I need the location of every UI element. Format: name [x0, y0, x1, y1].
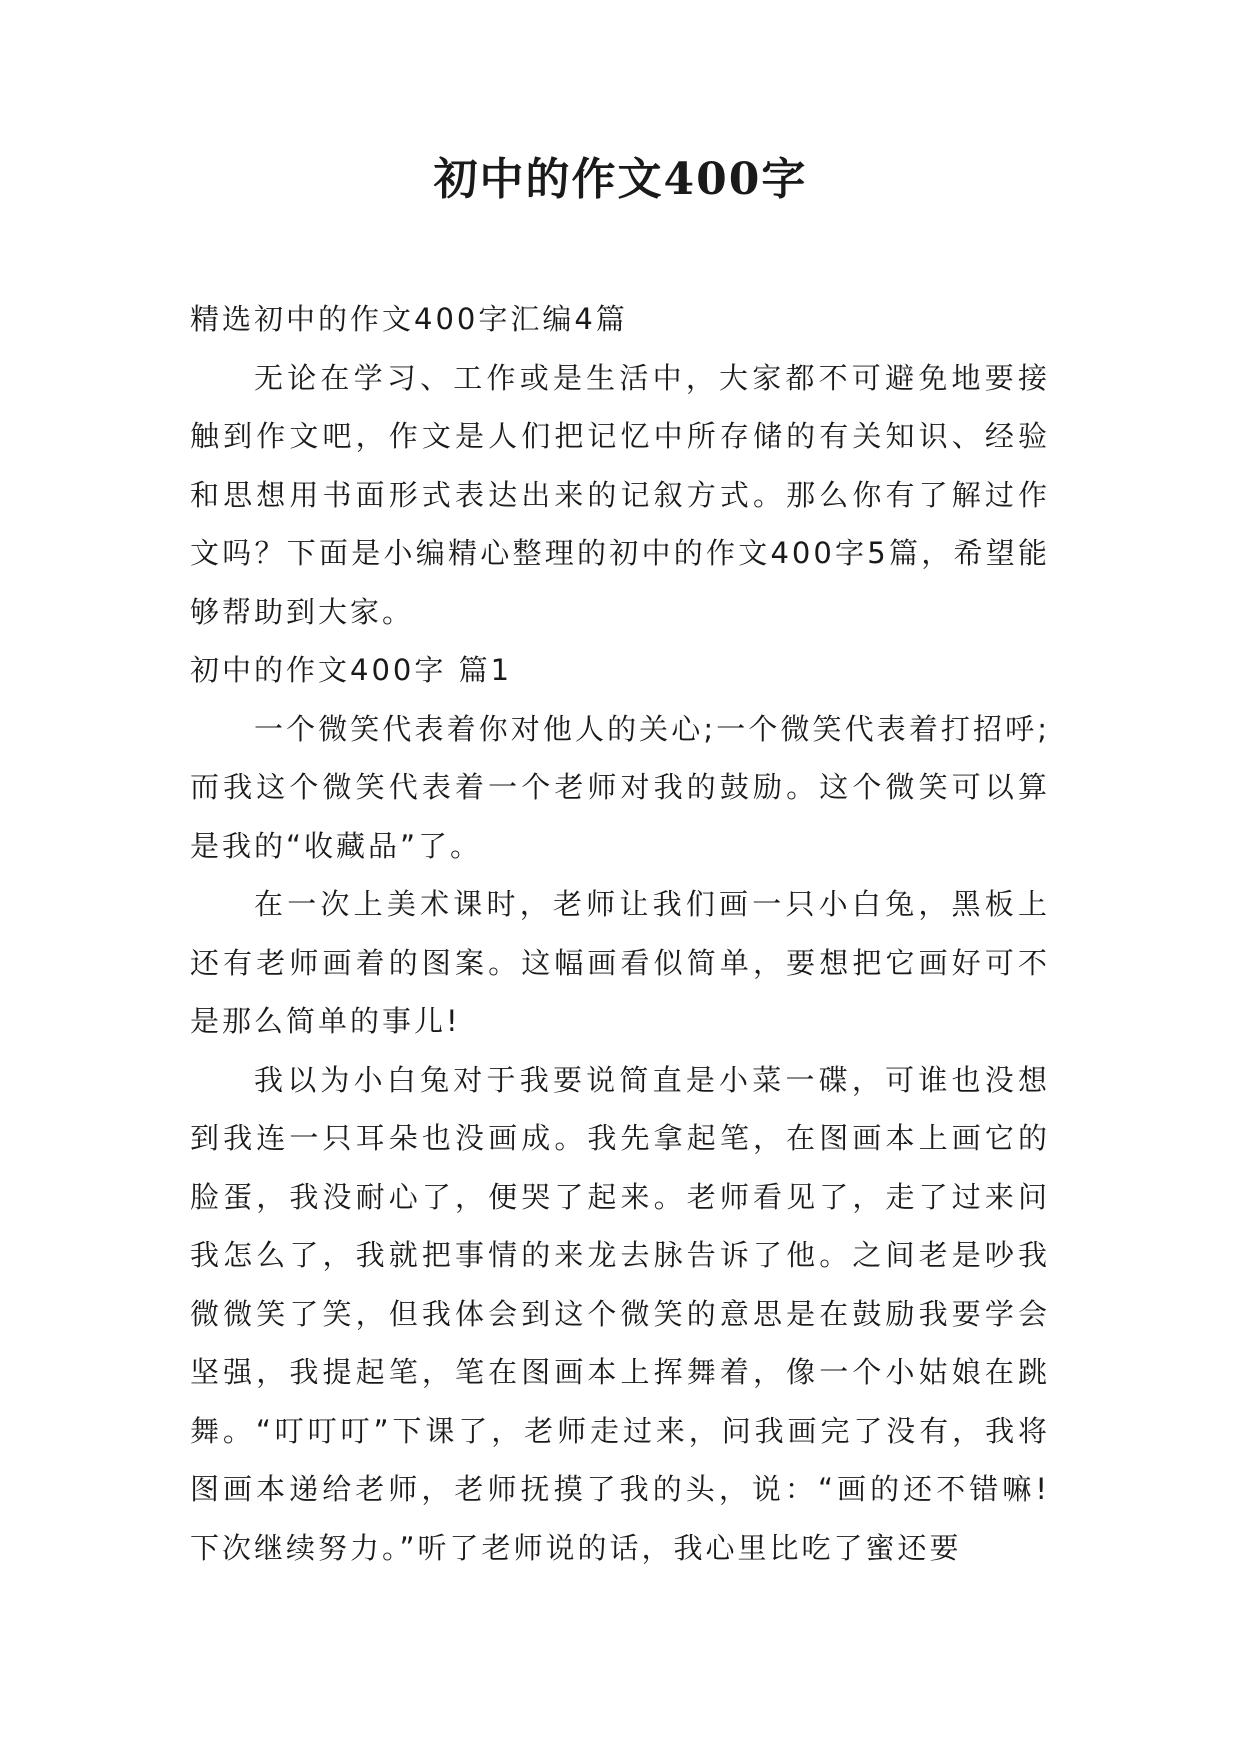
document-body [190, 290, 1050, 1577]
subtitle-line: 精选初中的作文400字汇编4篇 [190, 302, 628, 336]
page-title: 初中的作文400字 [433, 154, 808, 205]
body-paragraph: 在一次上美术课时，老师让我们画一只小白兔，黑板上还有老师画着的图案。这幅画看似简单，要想把它画好可不是那么简单的事儿! [190, 887, 1050, 1038]
intro-paragraph: 无论在学习、工作或是生活中，大家都不可避免地要接触到作文吧，作文是人们把记忆中所存储的有关知识、经验和思想用书面形式表达出来的记叙方式。那么你有了解过作文吗？下面是小编精心整理的初中的作文400字5篇，希望能够帮助到大家。 [190, 360, 1050, 629]
body-paragraph: 一个微笑代表着你对他人的关心;一个微笑代表着打招呼;而我这个微笑代表着一个老师对我的鼓励。这个微笑可以算是我的“收藏品”了。 [190, 711, 1050, 863]
body-paragraph: 我以为小白兔对于我要说简直是小菜一碟，可谁也没想到我连一只耳朵也没画成。我先拿起笔，在图画本上画它的脸蛋，我没耐心了，便哭了起来。老师看见了，走了过来问我怎么了，我就把事情的来龙去脉告诉了他。之间老是吵我微微笑了笑，但我体会到这个微笑的意思是在鼓励我要学会坚强，我提起笔，笔在图画本上挥舞着，像一个小姑娘在跳舞。“叮叮叮”下课了，老师走过来，问我画完了没有，我将图画本递给老师，老师抚摸了我的头，说：“画的还不错嘛!下次继续努力。”听了老师说的话，我心里比吃了蜜还要 [190, 1062, 1050, 1565]
section-heading: 初中的作文400字 篇1 [190, 653, 513, 687]
